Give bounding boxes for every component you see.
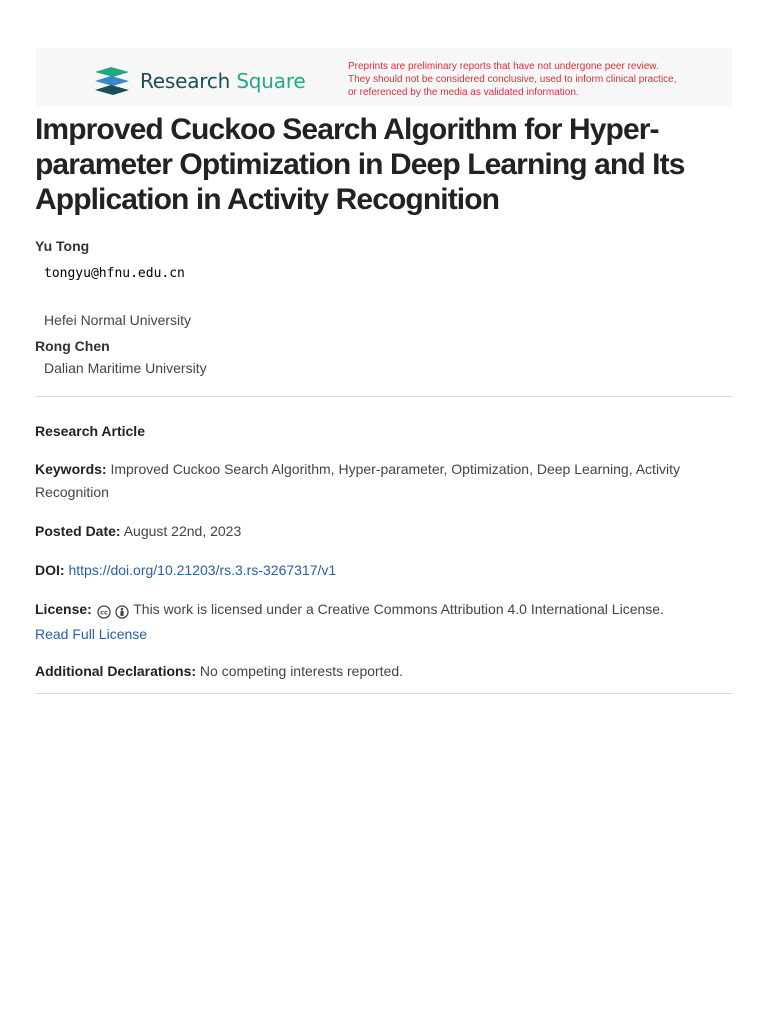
keywords-label: Keywords: <box>35 461 107 477</box>
article-type <box>35 420 725 443</box>
declarations-value: No competing interests reported. <box>199 663 404 679</box>
cc-icon <box>97 605 111 619</box>
disclaimer-line: or referenced by the media as validated information. <box>348 87 579 98</box>
license-row <box>35 598 725 646</box>
doi-label: DOI: <box>35 562 65 578</box>
declarations-row <box>35 660 725 683</box>
posted-date-row <box>35 520 725 543</box>
doi-link[interactable]: https://doi.org/10.21203/rs.3.rs-3267317/v1 <box>68 562 337 578</box>
author-name: Yu Tong <box>35 238 90 254</box>
doi-row <box>35 559 725 582</box>
author-email[interactable]: tongyu@hfnu.edu.cn <box>44 266 185 281</box>
declarations-label: Additional Declarations: <box>35 663 197 679</box>
license-label: License: <box>35 601 92 617</box>
research-square-logo-icon <box>93 65 131 97</box>
author-affiliation: Dalian Maritime University <box>44 360 207 376</box>
posted-date-value: August 22nd, 2023 <box>123 523 242 539</box>
author-name: Rong Chen <box>35 338 110 354</box>
research-square-logo[interactable] <box>93 64 306 98</box>
keywords-row <box>35 458 725 504</box>
disclaimer-line: They should not be considered conclusive, used to inform clinical practice, <box>348 74 677 85</box>
logo-word-square: Square <box>236 69 306 93</box>
article-type-label: Research Article <box>35 423 145 439</box>
disclaimer-line: Preprints are preliminary reports that have not undergone peer review. <box>348 61 659 72</box>
divider <box>35 396 733 397</box>
by-icon <box>115 605 129 619</box>
license-text: This work is licensed under a Creative Commons Attribution 4.0 International License. <box>133 601 664 617</box>
paper-title: Improved Cuckoo Search Algorithm for Hyper-parameter Optimization in Deep Learning and Its Application in Activity Recognition <box>35 113 685 216</box>
svg-text:cc: cc <box>99 608 108 617</box>
preprint-disclaimer <box>348 60 728 99</box>
keywords-value: Improved Cuckoo Search Algorithm, Hyper-parameter, Optimization, Deep Learning, Activity Recognition <box>35 461 681 500</box>
logo-text <box>140 69 306 93</box>
read-full-license-link[interactable]: Read Full License <box>35 626 148 642</box>
author-affiliation: Hefei Normal University <box>44 312 192 328</box>
posted-date-label: Posted Date: <box>35 523 121 539</box>
divider <box>35 693 733 694</box>
logo-word-research: Research <box>140 69 231 93</box>
